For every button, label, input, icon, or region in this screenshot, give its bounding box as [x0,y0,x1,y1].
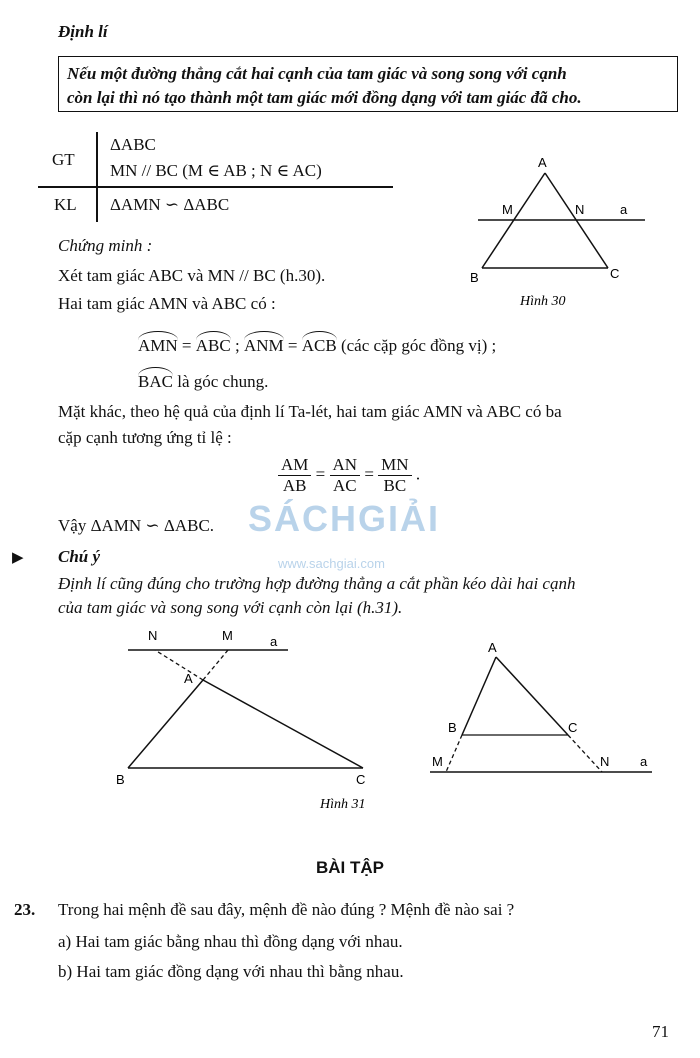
fig31r-extension-cn [568,735,602,772]
fig31-caption: Hình 31 [320,797,366,812]
gt-line-1: ΔABC [110,135,156,154]
fraction-denominator: AC [332,476,357,495]
fig31l-label-m: M [222,628,233,643]
fig31l-side-ab [128,680,203,768]
fig30-label-n: N [575,202,585,217]
fig31l-label-n: N [148,628,158,643]
fig31r-side-ab [462,657,496,735]
eq-sign: = [287,336,298,355]
fig30-label-c: C [610,266,620,281]
note-heading: Chú ý [58,547,101,566]
figure-30 [460,150,660,315]
theorem-heading: Định lí [58,22,108,41]
proof-line-2: Hai tam giác AMN và ABC có : [58,294,276,313]
exercise-option-b: b) Hai tam giác đồng dạng với nhau thì bằng nhau. [58,962,404,981]
proof-conclusion: Vậy ΔAMN ∽ ΔABC. [58,516,215,535]
fig30-label-a-vertex: A [538,155,547,170]
fig31l-side-ac [203,680,363,768]
fig31r-label-n: N [600,754,610,769]
fig30-label-m: M [502,202,513,217]
kl-line: ΔAMN ∽ ΔABC [110,195,230,214]
exercises-heading: BÀI TẬP [316,858,384,877]
fig31r-label-a: A [488,640,497,655]
proof-line-1: Xét tam giác ABC và MN // BC (h.30). [58,266,326,285]
fig31r-label-c: C [568,720,578,735]
exercise-number: 23. [14,900,36,919]
fraction-numerator: AM [278,455,311,476]
separator: ; [234,336,240,355]
fig31l-extension-an [155,650,203,680]
fig31l-label-a: A [184,671,193,686]
fig30-label-b: B [470,270,479,285]
fig31l-extension-am [203,650,228,680]
eq-sign: = [181,336,192,355]
eq-sign: = [364,464,374,484]
fig30-caption: Hình 30 [520,294,566,309]
angle-amn: AMN [138,336,178,355]
angle-anm: ANM [243,336,284,355]
fig31r-label-line-a: a [640,754,648,769]
fig31r-side-ac [496,657,568,735]
theorem-line-2: còn lại thì nó tạo thành một tam giác mới đồng dạng với tam giác đã cho. [67,88,582,107]
proof-heading: Chứng minh : [58,236,153,255]
fig31r-extension-bm [446,735,462,772]
fraction-mn-bc [378,455,411,496]
fraction-numerator: AN [330,455,361,476]
fig31r-label-b: B [448,720,457,735]
watermark-url: www.sachgiai.com [278,556,385,571]
fig31l-label-line-a: a [270,634,278,649]
note-line-1: Định lí cũng đúng cho trường hợp đường thẳng a cắt phần kéo dài hai cạnh [58,574,576,593]
fig31r-label-m: M [432,754,443,769]
common-angle-line [138,372,268,392]
table-vertical-divider [96,132,98,222]
proof-line-4: cặp cạnh tương ứng tỉ lệ : [58,428,232,447]
common-note: là góc chung. [177,372,269,391]
gt-label: GT [52,150,75,169]
angle-equalities [138,336,496,356]
exercise-question: Trong hai mệnh đề sau đây, mệnh đề nào đúng ? Mệnh đề nào sai ? [58,900,515,919]
angle-bac: BAC [138,372,173,391]
theorem-line-1: Nếu một đường thẳng cắt hai cạnh của tam giác và song song với cạnh [67,64,567,83]
figure-31-right [420,632,680,782]
fraction-denominator: BC [383,476,407,495]
fraction-end: . [415,464,421,484]
fraction-am-ab [278,455,311,496]
ratio-equation [278,455,420,496]
page-number: 71 [652,1022,669,1041]
theorem-box [58,56,678,112]
figure-31-left [100,620,400,820]
fraction-numerator: MN [378,455,411,476]
table-horizontal-divider [38,186,393,188]
eq-sign: = [315,464,326,484]
fraction-denominator: AB [282,476,307,495]
kl-label: KL [54,195,77,214]
proof-line-3: Mặt khác, theo hệ quả của định lí Ta-lét, hai tam giác AMN và ABC có ba [58,402,562,421]
exercise-option-a: a) Hai tam giác bằng nhau thì đồng dạng với nhau. [58,932,403,951]
fig30-label-line-a: a [620,202,628,217]
angle-abc: ABC [195,336,231,355]
note-marker-icon: ▶ [12,550,24,566]
note-line-2: của tam giác và song song với cạnh còn lại (h.31). [58,598,403,617]
fig31l-label-b: B [116,772,125,787]
fig31l-label-c: C [356,772,366,787]
angles-note: (các cặp góc đồng vị) ; [340,336,497,355]
angle-acb: ACB [301,336,337,355]
fraction-an-ac [330,455,361,496]
gt-kl-table [38,132,393,222]
gt-line-2: MN // BC (M ∈ AB ; N ∈ AC) [110,161,322,180]
watermark-brand: SÁCHGIẢI [248,498,441,539]
